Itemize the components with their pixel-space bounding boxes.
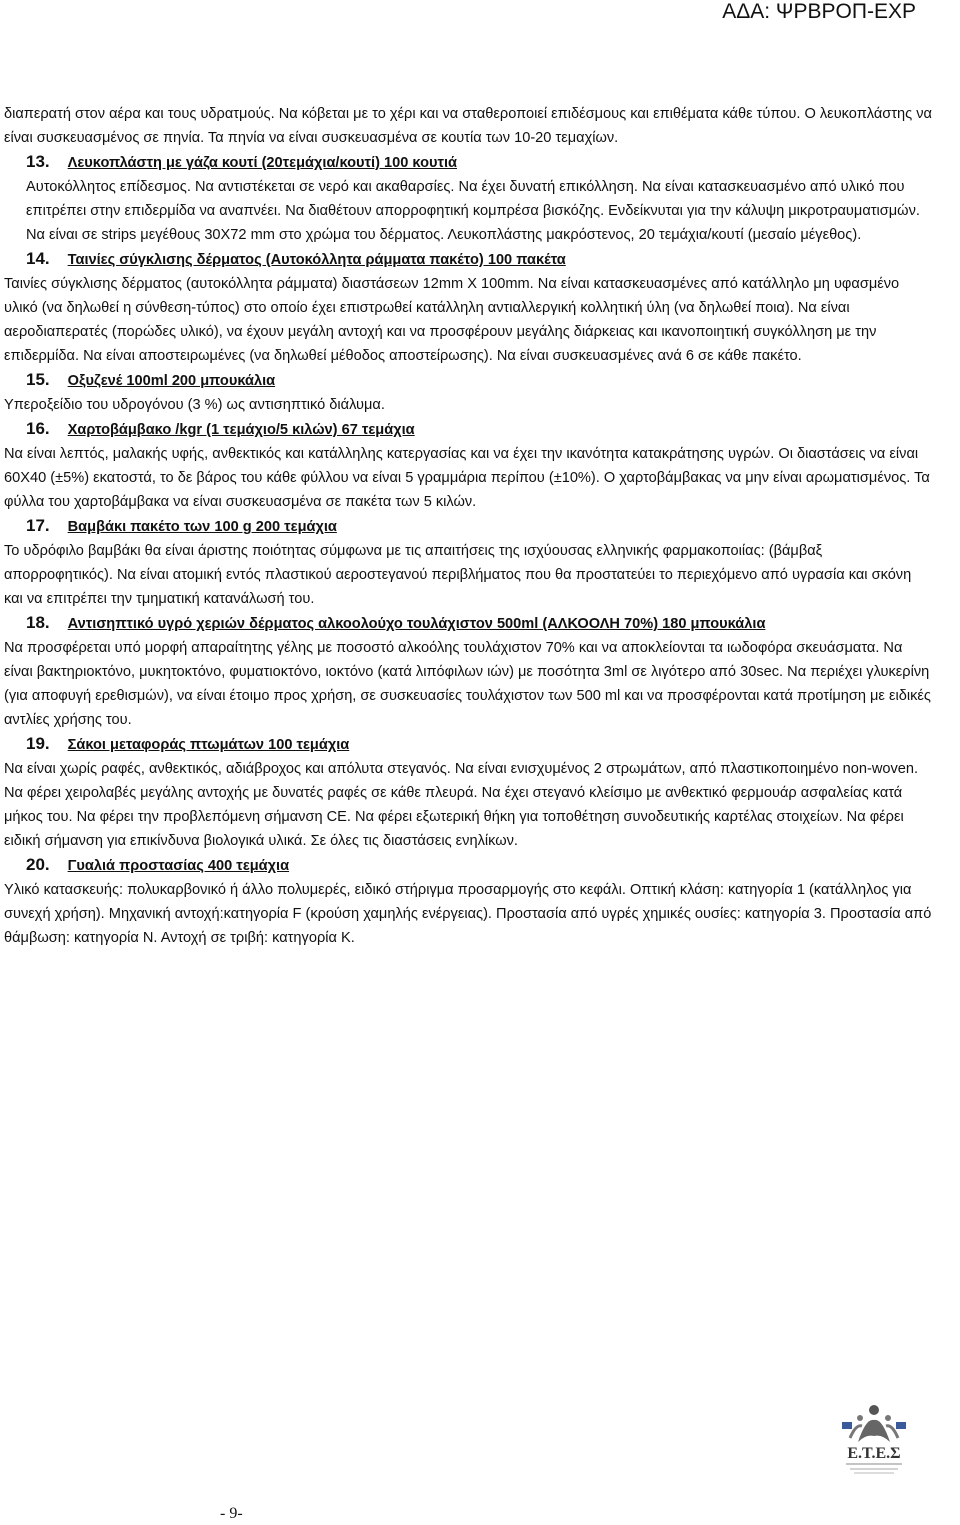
section-number: 19. (26, 734, 50, 753)
section-title: Λευκοπλάστη με γάζα κουτί (20τεμάχια/κουτί) 100 κουτιά (67, 155, 458, 171)
section-18 (4, 611, 932, 732)
section-number: 20. (26, 855, 50, 874)
section-19 (4, 732, 932, 853)
section-title: Ταινίες σύγκλισης δέρματος (Αυτοκόλλητα ράμματα πακέτο) 100 πακέτα (67, 252, 566, 268)
page-number: - 9- (220, 1505, 243, 1522)
section-title: Γυαλιά προστασίας 400 τεμάχια (67, 858, 290, 874)
section-title: Σάκοι μεταφοράς πτωμάτων 100 τεμάχια (67, 737, 350, 753)
intro-paragraph: διαπερατή στον αέρα και τους υδρατμούς. Να κόβεται με το χέρι και να σταθεροποιεί επιδέσμους και επιθέματα κάθε τύπου. Ο λευκοπλάστης να είναι συσκευασμένος σε πηνία. Τα πηνία να είναι συσκευασμένα σε κουτία των 10-20 τεμαχίων. (4, 106, 932, 146)
section-17 (4, 514, 932, 611)
section-body: Υλικό κατασκευής: πολυκαρβονικό ή άλλο πολυμερές, ειδικό στήριγμα προσαρμογής στο κεφάλι. Οπτική κλάση: κατηγορία 1 (κατάλληλος για συνεχή χρήση). Μηχανική αντοχή:κατηγορία F (κρούση χαμηλής ενέργειας). Προστασία από υγρές χημικές ουσίες: κατηγορία 3. Προστασία από θάμβωση: κατηγορία Ν. Αντοχή σε τριβή: κατηγορία Κ. (4, 882, 932, 946)
section-number: 16. (26, 419, 50, 438)
section-title: Χαρτοβάμβακο /kgr (1 τεμάχιο/5 κιλών) 67 τεμάχια (67, 422, 415, 438)
section-15 (4, 368, 932, 417)
section-14 (4, 247, 932, 368)
section-body: Ταινίες σύγκλισης δέρματος (αυτοκόλλητα ράμματα) διαστάσεων 12mm X 100mm. Να είναι κατασκευασμένες από κατάλληλο μη υφασμένο υλικό (να δηλωθεί η σύνθεση-τύπος) στο οποίο έχει επιστρωθεί κατάλληλη αντιαλλεργική κολλητική ύλη (να δηλωθεί ποια). Να είναι αεροδιαπερατές (πορώδες υλικό), να έχουν μεγάλη αντοχή και να προσφέρουν μεγάλης διάρκειας και ικανοποιητική συγκόλληση με την επιδερμίδα. Να είναι αποστειρωμένες (να δηλωθεί μέθοδος αποστείρωσης). Να είναι συσκευασμένες ανά 6 σε κάθε πακέτο. (4, 276, 900, 364)
ada-code: ΑΔΑ: ΨΡΒΡΟΠ-ΕΧΡ (722, 0, 916, 23)
section-number: 13. (26, 152, 50, 171)
logo-text: Ε.Τ.Ε.Σ (847, 1445, 901, 1462)
section-body: Να προσφέρεται υπό μορφή απαραίτητης γέλης με ποσοστό αλκοόλης τουλάχιστον 70% και να αποκλείονται τα ιωδοφόρα σκευάσματα. Να είναι βακτηριοκτόνο, μυκητοκτόνο, φυματιοκτόνο, ιοκτόνο (κατά λιπόφιλων ιών) με ποσότητα 3ml σε λιγότερο από 30sec. Να περιέχει γλυκερίνη (για αποφυγή ερεθισμών), να είναι έτοιμο προς χρήση, σε συσκευασίες τουλάχιστον των 500 ml και να προσφέρονται κατά προτίμηση με ειδικές αντλίες χρήσης του. (4, 640, 931, 728)
etes-logo (836, 1398, 912, 1478)
section-body: Υπεροξείδιο του υδρογόνου (3 %) ως αντισηπτικό διάλυμα. (4, 397, 385, 413)
section-number: 14. (26, 249, 50, 268)
section-body: Αυτοκόλλητος επίδεσμος. Να αντιστέκεται σε νερό και ακαθαρσίες. Να έχει δυνατή επικόλληση. Να είναι κατασκευασμένο από υλικό που επιτρέπει στην επιδερμίδα να αναπνέει. Να διαθέτουν απορροφητική κομπρέσα βισκόζης. Ενδείκνυται για την κάλυψη μικροτραυματισμών. Να είναι σε strips μεγέθους 30Χ72 mm στο χρώμα του δέρματος. Λευκοπλάστης μακρόστενος, 20 τεμάχια/κουτί (μεσαίο μέγεθος). (26, 179, 920, 243)
document-body (4, 102, 932, 950)
section-title: Βαμβάκι πακέτο των 100 g 200 τεμάχια (67, 519, 337, 535)
section-body: Να είναι χωρίς ραφές, ανθεκτικός, αδιάβροχος και απόλυτα στεγανός. Να είναι ενισχυμένος 2 στρωμάτων, από πλαστικοποιημένο non-woven. Να φέρει χειρολαβές μεγάλης αντοχής με δυνατές ραφές σε κάθε πλευρά. Να έχει στεγανό κλείσιμο με ανθεκτικό φερμουάρ ασφαλείας κατά μήκος του. Να φέρει την προβλεπόμενη σήμανση CE. Να φέρει εξωτερική θήκη για τοποθέτηση συνοδευτικής καρτέλας στοιχείων. Να φέρει ειδική σήμανση για επικίνδυνα βιολογικά υλικά. Σε όλες τις διαστάσεις ενηλίκων. (4, 761, 919, 849)
section-body: Να είναι λεπτός, μαλακής υφής, ανθεκτικός και κατάλληλης κατεργασίας και να έχει την ικανότητα κατακράτησης υγρών. Οι διαστάσεις να είναι 60Χ40 (±5%) εκατοστά, το δε βάρος του κάθε φύλλου να είναι 5 γραμμάρια περίπου (±10%). Ο χαρτοβάμβακας να μην είναι αρωματισμένος. Τα φύλλα του χαρτοβάμβακα να είναι συσκευασμένα σε πακέτα των 5 κιλών. (4, 446, 930, 510)
section-title: Οξυζενέ 100ml 200 μπουκάλια (67, 373, 276, 389)
section-number: 17. (26, 516, 50, 535)
section-16 (4, 417, 932, 514)
section-title: Αντισηπτικό υγρό χεριών δέρματος αλκοολούχο τουλάχιστον 500ml (ΑΛΚΟΟΛΗ 70%) 180 μπουκάλια (67, 616, 766, 632)
section-number: 18. (26, 613, 50, 632)
section-body: Το υδρόφιλο βαμβάκι θα είναι άριστης ποιότητας σύμφωνα με τις απαιτήσεις της ισχύουσας ελληνικής φαρμακοποιίας: (βάμβαξ απορροφητικός). Να είναι ατομική εντός πλαστικού αεροστεγανού περιβλήματος που θα προστατεύει το περιεχόμενο από υγρασία και σκόνη και να επιτρέπει την τμηματική κατανάλωσή του. (4, 543, 912, 607)
section-number: 15. (26, 370, 50, 389)
section-13 (4, 150, 932, 247)
section-20 (4, 853, 932, 950)
